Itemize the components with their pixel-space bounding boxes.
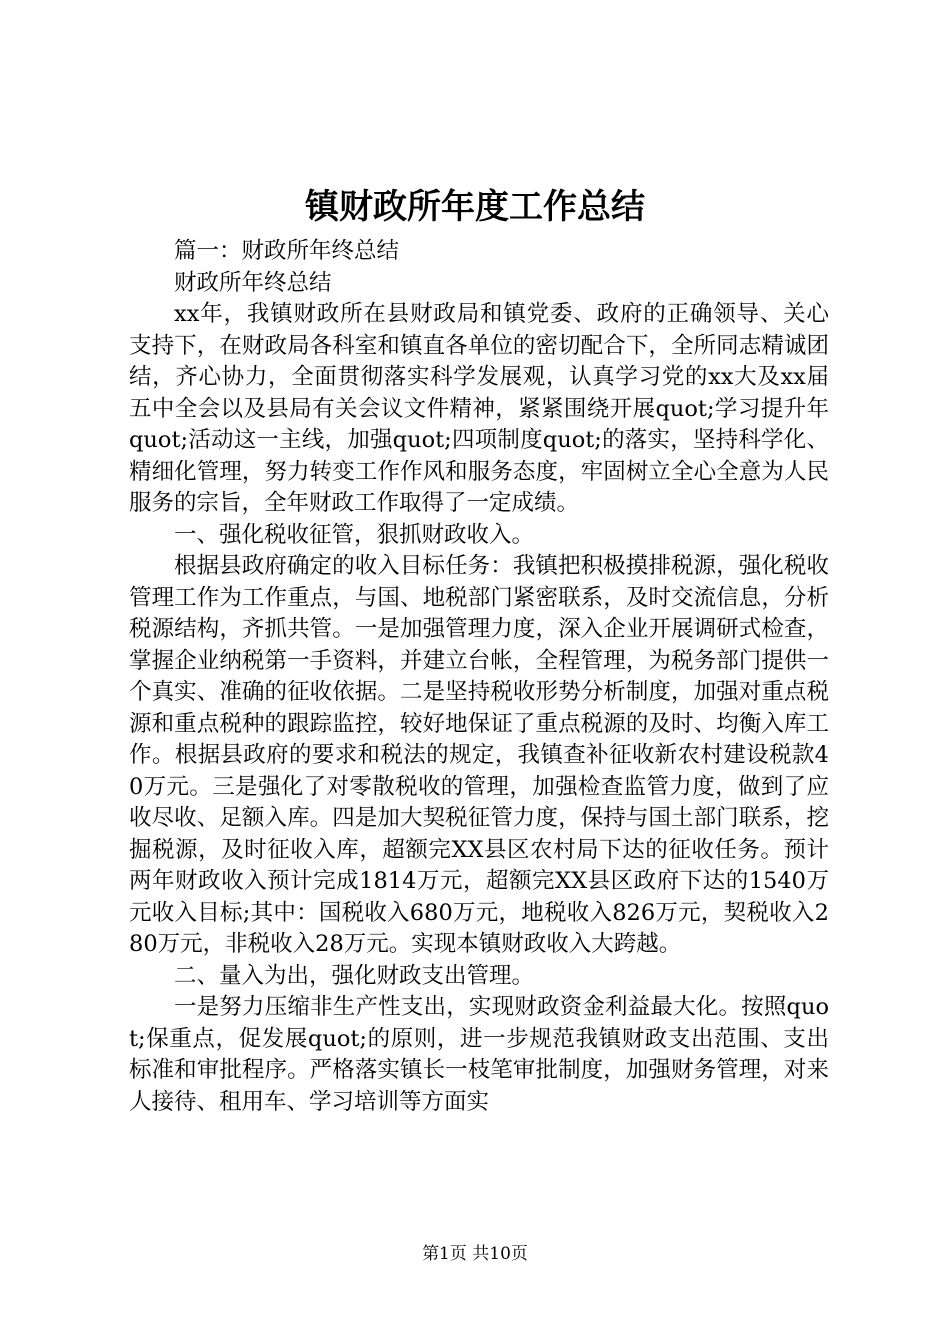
page-footer: 第1页 共10页 [422, 1244, 528, 1264]
paragraph-heading-1: 一、强化税收征管，狠抓财政收入。 [174, 521, 535, 548]
document-title: 镇财政所年度工作总结 [305, 187, 645, 227]
document-body [129, 236, 829, 1118]
paragraph-expenditure: 一是努力压缩非生产性支出，实现财政资金利益最大化。按照quot;保重点，促发展quot;的原则，进一步规范我镇财政支出范围、支出标准和审批程序。严格落实镇长一枝笔审批制度，加强财务管理，对来人接待、租用车、学习培训等方面实 [129, 994, 829, 1115]
paragraph-section-heading: 篇一：财政所年终总结 [174, 238, 400, 264]
paragraph-heading-2: 二、量入为出，强化财政支出管理。 [174, 962, 535, 989]
paragraph-subtitle: 财政所年终总结 [174, 269, 332, 296]
paragraph-intro: xx年，我镇财政所在县财政局和镇党委、政府的正确领导、关心支持下，在财政局各科室和镇直各单位的密切配合下，全所同志精诚团结，齐心协力，全面贯彻落实科学发展观，认真学习党的xx大及xx届五中全会以及县局有关会议文件精神，紧紧围绕开展quot;学习提升年quot;活动这一主线，加强quot;四项制度quot;的落实，坚持科学化、精细化管理，努力转变工作作风和服务态度，牢固树立全心全意为人民服务的宗旨，全年财政工作取得了一定成绩。 [129, 301, 829, 516]
paragraph-revenue: 根据县政府确定的收入目标任务：我镇把积极摸排税源，强化税收管理工作为工作重点，与国、地税部门紧密联系，及时交流信息，分析税源结构，齐抓共管。一是加强管理力度，深入企业开展调研式检查，掌握企业纳税第一手资料，并建立台帐，全程管理，为税务部门提供一个真实、准确的征收依据。二是坚持税收形势分析制度，加强对重点税源和重点税种的跟踪监控，较好地保证了重点税源的及时、均衡入库工作。根据县政府的要求和税法的规定，我镇查补征收新农村建设税款40万元。三是强化了对零散税收的管理，加强检查监管力度，做到了应收尽收、足额入库。四是加大契税征管力度，保持与国土部门联系，挖掘税源，及时征收入库，超额完XX县区农村局下达的征收任务。预计两年财政收入预计完成1814万元，超额完XX县区政府下达的1540万元收入目标;其中：国税收入680万元，地税收入826万元，契税收入280万元，非税收入28万元。实现本镇财政收入大跨越。 [129, 553, 829, 957]
